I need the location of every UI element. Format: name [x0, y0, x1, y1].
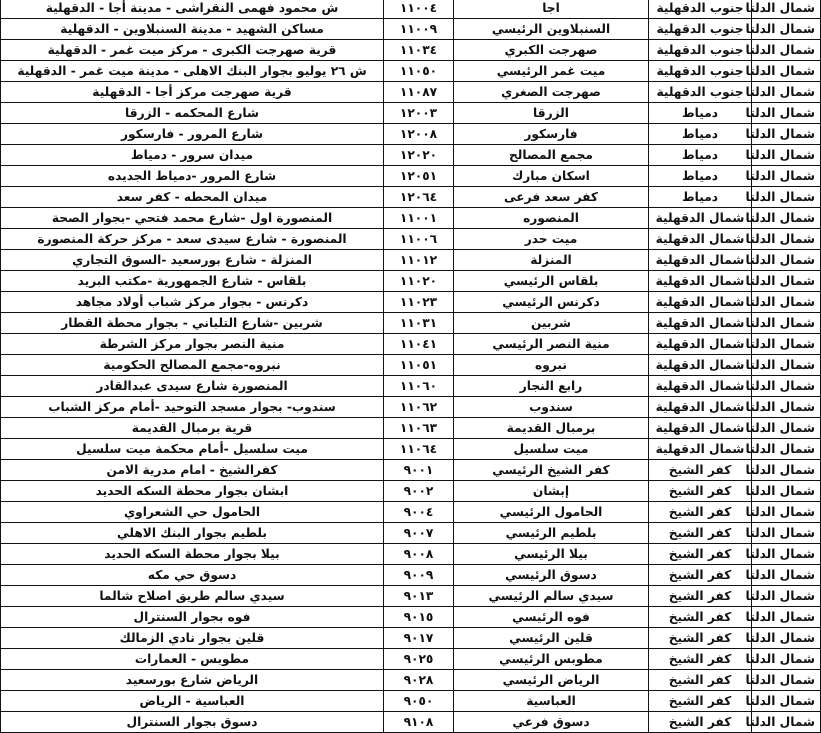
table-row: [1, 187, 821, 208]
table-row: [1, 544, 821, 565]
area-cell: كفر الشيخ: [649, 565, 752, 586]
area-cell: دمياط: [649, 103, 752, 124]
office-name-cell: اجا: [454, 0, 649, 19]
table-row: [1, 61, 821, 82]
office-name-cell: نبروه: [454, 355, 649, 376]
postal-code-cell: ٩٠١٧: [384, 628, 454, 649]
region-cell: شمال الدلتا: [752, 607, 821, 628]
region-cell: شمال الدلتا: [752, 418, 821, 439]
address-cell: قلين بجوار نادي الزمالك: [1, 628, 384, 649]
table-row: [1, 460, 821, 481]
table-row: [1, 124, 821, 145]
office-name-cell: شربين: [454, 313, 649, 334]
office-name-cell: الرياض الرئيسي: [454, 670, 649, 691]
postal-code-cell: ٩٠٥٠: [384, 691, 454, 712]
table-row: [1, 607, 821, 628]
office-name-cell: سندوب: [454, 397, 649, 418]
postal-code-cell: ١١٠٣١: [384, 313, 454, 334]
office-name-cell: دكرنس الرئيسي: [454, 292, 649, 313]
table-row: [1, 418, 821, 439]
postal-code-cell: ١١٠٢٠: [384, 271, 454, 292]
table-row: [1, 586, 821, 607]
postal-code-cell: ٩١٠٨: [384, 712, 454, 733]
region-cell: شمال الدلتا: [752, 103, 821, 124]
address-cell: ش محمود فهمى النقراشى - مدينة أجا - الدقهلية: [1, 0, 384, 19]
postal-code-cell: ٩٠٠٧: [384, 523, 454, 544]
area-cell: كفر الشيخ: [649, 523, 752, 544]
address-cell: المنصورة اول -شارع محمد فتحي -بجوار الصحة: [1, 208, 384, 229]
postal-code-cell: ٩٠٢٥: [384, 649, 454, 670]
postal-code-cell: ١٢٠٠٨: [384, 124, 454, 145]
region-cell: شمال الدلتا: [752, 271, 821, 292]
office-name-cell: رابع النجار: [454, 376, 649, 397]
address-cell: الرياض شارع بورسعيد: [1, 670, 384, 691]
region-cell: شمال الدلتا: [752, 82, 821, 103]
office-name-cell: صهرجت الكبري: [454, 40, 649, 61]
postal-code-cell: ١١٠٦٤: [384, 439, 454, 460]
area-cell: جنوب الدقهلية: [649, 0, 752, 19]
address-cell: شربين -شارع التلباني - بجوار محطة القطار: [1, 313, 384, 334]
address-cell: سيدي سالم طريق اصلاح شالما: [1, 586, 384, 607]
region-cell: شمال الدلتا: [752, 712, 821, 733]
table-row: [1, 103, 821, 124]
address-cell: العباسية - الرياض: [1, 691, 384, 712]
area-cell: شمال الدقهلية: [649, 418, 752, 439]
postal-code-cell: ٩٠١٣: [384, 586, 454, 607]
region-cell: شمال الدلتا: [752, 439, 821, 460]
address-cell: بلطيم بجوار البنك الاهلي: [1, 523, 384, 544]
table-row: [1, 40, 821, 61]
table-row: [1, 229, 821, 250]
area-cell: كفر الشيخ: [649, 481, 752, 502]
address-cell: قرية صهرجت مركز أجا - الدقهلية: [1, 82, 384, 103]
area-cell: شمال الدقهلية: [649, 397, 752, 418]
area-cell: شمال الدقهلية: [649, 376, 752, 397]
table-row: [1, 250, 821, 271]
table-row: [1, 82, 821, 103]
table-row: [1, 271, 821, 292]
region-cell: شمال الدلتا: [752, 0, 821, 19]
region-cell: شمال الدلتا: [752, 355, 821, 376]
office-name-cell: فوه الرئيسي: [454, 607, 649, 628]
address-cell: شارع المرور - فارسكور: [1, 124, 384, 145]
table-row: [1, 313, 821, 334]
address-cell: شارع المحكمه - الزرقا: [1, 103, 384, 124]
office-name-cell: السنبلاوين الرئيسي: [454, 19, 649, 40]
table-row: [1, 523, 821, 544]
area-cell: كفر الشيخ: [649, 712, 752, 733]
area-cell: دمياط: [649, 124, 752, 145]
office-name-cell: كفر سعد فرعى: [454, 187, 649, 208]
region-cell: شمال الدلتا: [752, 334, 821, 355]
address-cell: ميدان سرور - دمياط: [1, 145, 384, 166]
postal-code-cell: ٩٠٠٤: [384, 502, 454, 523]
office-name-cell: دسوق الرئيسي: [454, 565, 649, 586]
address-cell: المنصورة - شارع سيدى سعد - مركز حركة المنصورة: [1, 229, 384, 250]
postal-code-cell: ٩٠٠٢: [384, 481, 454, 502]
address-cell: مساكن الشهيد - مدينة السنبلاوين - الدقهلية: [1, 19, 384, 40]
postal-code-cell: ٩٠٠٨: [384, 544, 454, 565]
postal-code-cell: ١١٠٥١: [384, 355, 454, 376]
region-cell: شمال الدلتا: [752, 397, 821, 418]
postal-code-cell: ١٢٠٢٠: [384, 145, 454, 166]
area-cell: كفر الشيخ: [649, 628, 752, 649]
table-row: [1, 649, 821, 670]
office-name-cell: ميت حدر: [454, 229, 649, 250]
table-row: [1, 355, 821, 376]
table-row: [1, 712, 821, 733]
area-cell: كفر الشيخ: [649, 670, 752, 691]
postal-code-cell: ١١٠٦٠: [384, 376, 454, 397]
table-row: [1, 166, 821, 187]
address-cell: مطوبس - العمارات: [1, 649, 384, 670]
address-cell: فوه بجوار السنترال: [1, 607, 384, 628]
table-row: [1, 376, 821, 397]
area-cell: شمال الدقهلية: [649, 208, 752, 229]
table-row: [1, 0, 821, 19]
postal-code-cell: ١١٠٨٧: [384, 82, 454, 103]
address-cell: ميت سلسيل -أمام محكمة ميت سلسيل: [1, 439, 384, 460]
area-cell: جنوب الدقهلية: [649, 40, 752, 61]
address-cell: سندوب- بجوار مسجد التوحيد -أمام مركز الشباب: [1, 397, 384, 418]
address-cell: بلقاس - شارع الجمهورية -مكتب البريد: [1, 271, 384, 292]
postal-code-cell: ١١٠٣٤: [384, 40, 454, 61]
table-row: [1, 292, 821, 313]
area-cell: دمياط: [649, 187, 752, 208]
office-name-cell: كفر الشيخ الرئيسي: [454, 460, 649, 481]
region-cell: شمال الدلتا: [752, 502, 821, 523]
postal-code-cell: ١١٠٢٣: [384, 292, 454, 313]
region-cell: شمال الدلتا: [752, 586, 821, 607]
office-name-cell: فارسكور: [454, 124, 649, 145]
office-name-cell: صهرجت الصغري: [454, 82, 649, 103]
table-row: [1, 565, 821, 586]
region-cell: شمال الدلتا: [752, 250, 821, 271]
office-name-cell: برمبال القديمة: [454, 418, 649, 439]
office-name-cell: منية النصر الرئيسي: [454, 334, 649, 355]
table-body: [1, 0, 821, 733]
address-cell: دكرنس - بجوار مركز شباب أولاد مجاهد: [1, 292, 384, 313]
office-name-cell: الزرقا: [454, 103, 649, 124]
area-cell: كفر الشيخ: [649, 607, 752, 628]
area-cell: شمال الدقهلية: [649, 313, 752, 334]
office-name-cell: قلين الرئيسي: [454, 628, 649, 649]
postal-code-cell: ١١٠٦٢: [384, 397, 454, 418]
postal-code-cell: ١٢٠٥١: [384, 166, 454, 187]
office-name-cell: إبشان: [454, 481, 649, 502]
region-cell: شمال الدلتا: [752, 691, 821, 712]
postal-code-cell: ١١٠٦٣: [384, 418, 454, 439]
area-cell: شمال الدقهلية: [649, 271, 752, 292]
region-cell: شمال الدلتا: [752, 145, 821, 166]
address-cell: كفرالشيخ - امام مدرية الامن: [1, 460, 384, 481]
area-cell: جنوب الدقهلية: [649, 61, 752, 82]
region-cell: شمال الدلتا: [752, 628, 821, 649]
office-name-cell: ميت غمر الرئيسي: [454, 61, 649, 82]
table-row: [1, 145, 821, 166]
address-cell: الحامول حي الشعراوي: [1, 502, 384, 523]
region-cell: شمال الدلتا: [752, 187, 821, 208]
postal-code-cell: ١١٠٠٤: [384, 0, 454, 19]
postal-code-cell: ١١٠٠١: [384, 208, 454, 229]
office-name-cell: بلقاس الرئيسي: [454, 271, 649, 292]
office-name-cell: المنزلة: [454, 250, 649, 271]
region-cell: شمال الدلتا: [752, 166, 821, 187]
table-row: [1, 481, 821, 502]
table-row: [1, 334, 821, 355]
office-name-cell: مجمع المصالح: [454, 145, 649, 166]
table-row: [1, 628, 821, 649]
table-row: [1, 208, 821, 229]
region-cell: شمال الدلتا: [752, 19, 821, 40]
postal-code-cell: ١١٠٠٦: [384, 229, 454, 250]
area-cell: دمياط: [649, 145, 752, 166]
postal-code-cell: ١٢٠٦٤: [384, 187, 454, 208]
area-cell: شمال الدقهلية: [649, 292, 752, 313]
region-cell: شمال الدلتا: [752, 376, 821, 397]
region-cell: شمال الدلتا: [752, 229, 821, 250]
office-name-cell: دسوق فرعي: [454, 712, 649, 733]
address-cell: المنصورة شارع سيدى عبدالقادر: [1, 376, 384, 397]
table-row: [1, 691, 821, 712]
office-name-cell: بيلا الرئيسي: [454, 544, 649, 565]
address-cell: ابشان بجوار محطة السكه الحديد: [1, 481, 384, 502]
address-cell: قرية صهرجت الكبرى - مركز ميت غمر - الدقهلية: [1, 40, 384, 61]
address-cell: ش ٢٦ يوليو بجوار البنك الاهلى - مدينة ميت غمر - الدقهلية: [1, 61, 384, 82]
region-cell: شمال الدلتا: [752, 649, 821, 670]
area-cell: كفر الشيخ: [649, 502, 752, 523]
region-cell: شمال الدلتا: [752, 40, 821, 61]
address-cell: شارع المرور -دمياط الجديده: [1, 166, 384, 187]
region-cell: شمال الدلتا: [752, 544, 821, 565]
area-cell: كفر الشيخ: [649, 586, 752, 607]
postal-code-cell: ٩٠٠١: [384, 460, 454, 481]
address-cell: منية النصر بجوار مركز الشرطة: [1, 334, 384, 355]
area-cell: شمال الدقهلية: [649, 229, 752, 250]
office-name-cell: ميت سلسيل: [454, 439, 649, 460]
office-name-cell: بلطيم الرئيسي: [454, 523, 649, 544]
region-cell: شمال الدلتا: [752, 61, 821, 82]
region-cell: شمال الدلتا: [752, 292, 821, 313]
region-cell: شمال الدلتا: [752, 124, 821, 145]
region-cell: شمال الدلتا: [752, 460, 821, 481]
table-row: [1, 439, 821, 460]
office-name-cell: اسكان مبارك: [454, 166, 649, 187]
area-cell: دمياط: [649, 166, 752, 187]
address-cell: نبروه-مجمع المصالح الحكومية: [1, 355, 384, 376]
table-row: [1, 502, 821, 523]
address-cell: بيلا بجوار محطة السكه الحديد: [1, 544, 384, 565]
postal-code-cell: ١١٠٠٩: [384, 19, 454, 40]
area-cell: شمال الدقهلية: [649, 439, 752, 460]
region-cell: شمال الدلتا: [752, 313, 821, 334]
address-cell: المنزلة - شارع بورسعيد -السوق التجاري: [1, 250, 384, 271]
region-cell: شمال الدلتا: [752, 481, 821, 502]
area-cell: شمال الدقهلية: [649, 355, 752, 376]
postal-code-cell: ١١٠٤١: [384, 334, 454, 355]
office-name-cell: العباسية: [454, 691, 649, 712]
region-cell: شمال الدلتا: [752, 523, 821, 544]
address-cell: دسوق حي مكه: [1, 565, 384, 586]
region-cell: شمال الدلتا: [752, 565, 821, 586]
address-cell: قرية برمبال القديمة: [1, 418, 384, 439]
postal-code-cell: ١٢٠٠٣: [384, 103, 454, 124]
address-cell: ميدان المحطه - كفر سعد: [1, 187, 384, 208]
table-row: [1, 670, 821, 691]
office-name-cell: المنصوره: [454, 208, 649, 229]
office-name-cell: مطوبس الرئيسي: [454, 649, 649, 670]
area-cell: كفر الشيخ: [649, 691, 752, 712]
office-name-cell: الحامول الرئيسي: [454, 502, 649, 523]
office-name-cell: سيدي سالم الرئيسي: [454, 586, 649, 607]
address-cell: دسوق بجوار السنترال: [1, 712, 384, 733]
area-cell: كفر الشيخ: [649, 460, 752, 481]
region-cell: شمال الدلتا: [752, 208, 821, 229]
area-cell: جنوب الدقهلية: [649, 82, 752, 103]
area-cell: كفر الشيخ: [649, 649, 752, 670]
table-row: [1, 397, 821, 418]
area-cell: شمال الدقهلية: [649, 250, 752, 271]
table-row: [1, 19, 821, 40]
postal-code-cell: ٩٠٢٨: [384, 670, 454, 691]
postal-code-cell: ٩٠٠٩: [384, 565, 454, 586]
postal-code-cell: ٩٠١٥: [384, 607, 454, 628]
region-cell: شمال الدلتا: [752, 670, 821, 691]
postal-code-cell: ١١٠٥٠: [384, 61, 454, 82]
area-cell: كفر الشيخ: [649, 544, 752, 565]
area-cell: شمال الدقهلية: [649, 334, 752, 355]
postal-code-cell: ١١٠١٢: [384, 250, 454, 271]
area-cell: جنوب الدقهلية: [649, 19, 752, 40]
